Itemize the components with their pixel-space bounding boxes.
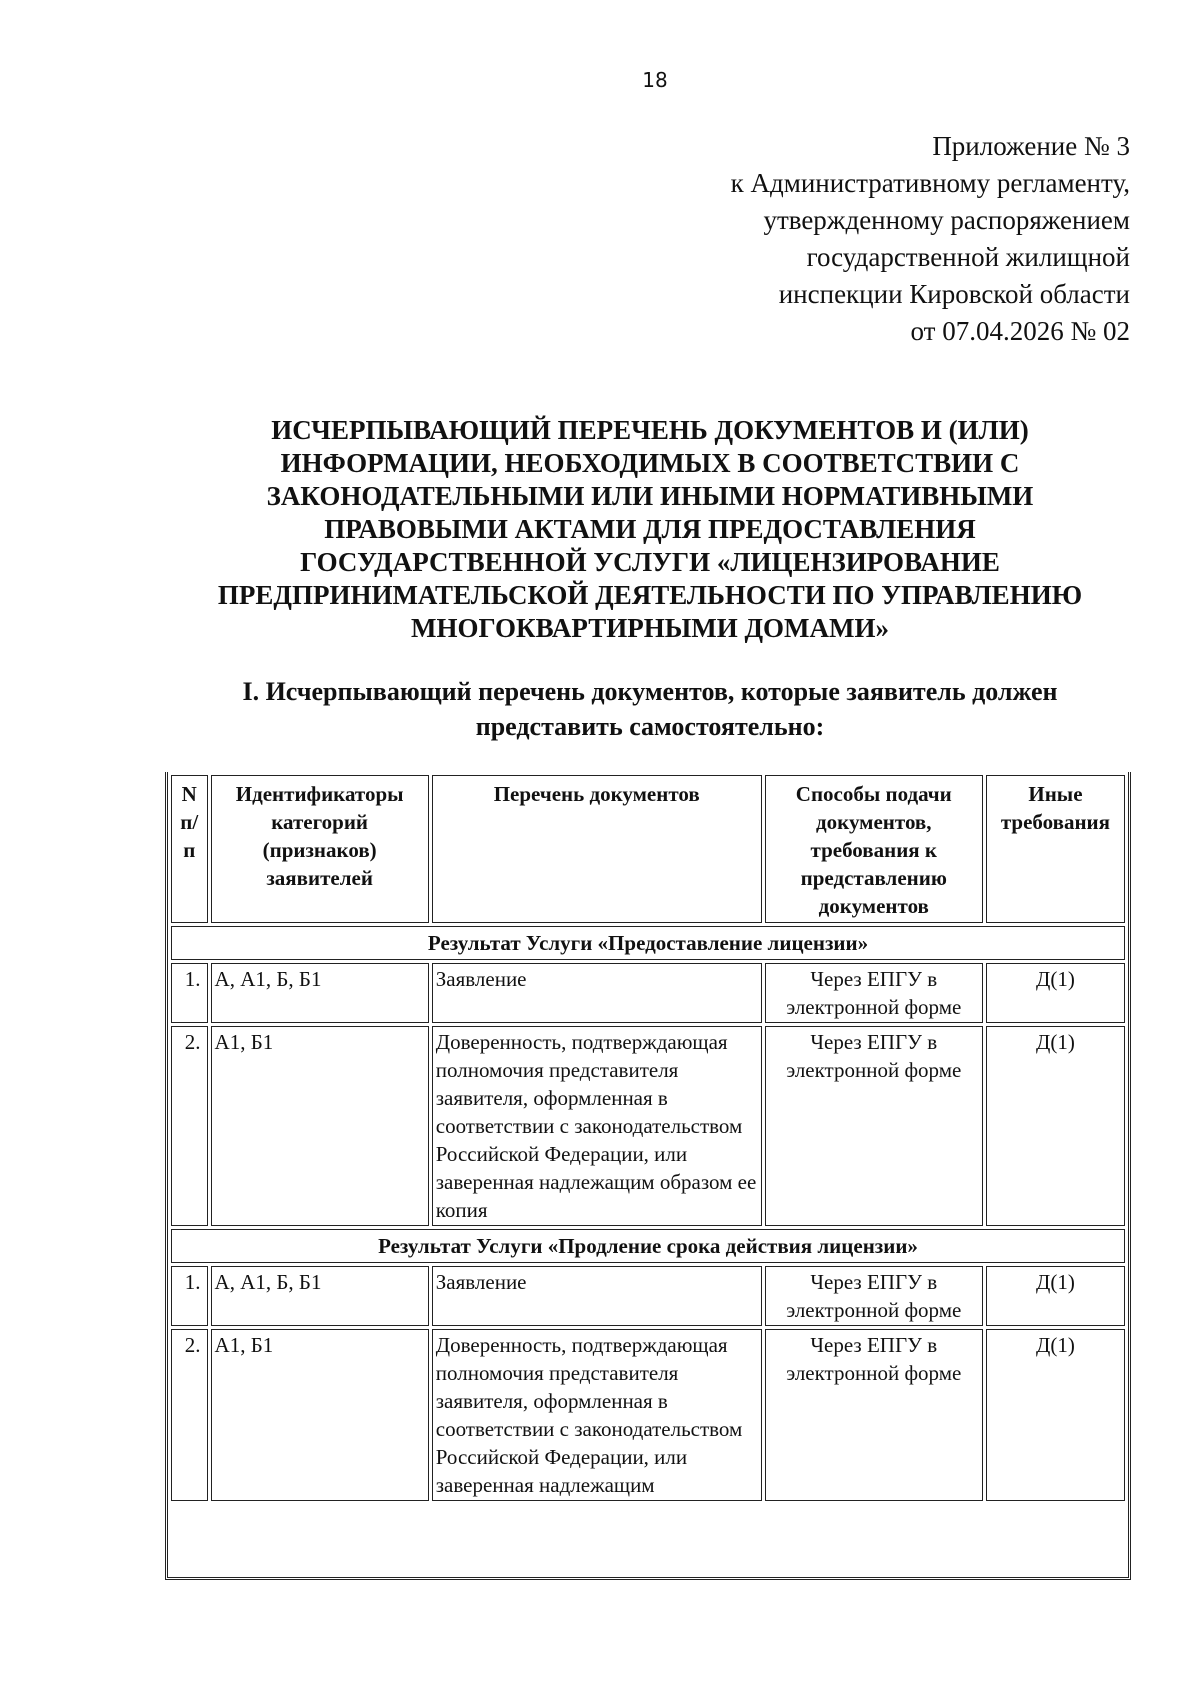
title-line: ПРЕДПРИНИМАТЕЛЬСКОЙ ДЕЯТЕЛЬНОСТИ ПО УПРАВЛЕНИЮ [217, 580, 1083, 610]
table-row [171, 1266, 1125, 1326]
row-document: Заявление [432, 1266, 762, 1326]
header-other-requirements: Иные требования [986, 775, 1125, 923]
table-row [171, 1026, 1125, 1226]
row-other-requirement: Д(1) [986, 1026, 1125, 1226]
section-title [150, 674, 1150, 744]
appendix-line: Приложение № 3 [932, 131, 1130, 161]
appendix-line: утвержденному распоряжением [763, 205, 1130, 235]
row-other-requirement: Д(1) [986, 963, 1125, 1023]
table-group-row [171, 926, 1125, 960]
title-line: ЗАКОНОДАТЕЛЬНЫМИ ИЛИ ИНЫМИ НОРМАТИВНЫМИ [266, 481, 1034, 511]
header-document-list: Перечень документов [432, 775, 762, 923]
appendix-line: государственной жилищной [806, 242, 1130, 272]
row-number: 2. [171, 1329, 208, 1501]
page-number: 18 [642, 68, 668, 92]
document-title [150, 414, 1150, 645]
documents-table [168, 772, 1128, 1504]
title-line: ПРАВОВЫМИ АКТАМИ ДЛЯ ПРЕДОСТАВЛЕНИЯ [324, 514, 976, 544]
appendix-line: инспекции Кировской области [778, 279, 1130, 309]
row-applicant-ids: А, А1, Б, Б1 [211, 963, 429, 1023]
section-line: представить самостоятельно: [475, 712, 825, 741]
section-line: I. Исчерпывающий перечень документов, которые заявитель должен [242, 677, 1058, 706]
row-document: Доверенность, подтверждающая полномочия представителя заявителя, оформленная в соответствии с законодательством Российской Федерации, или заверенная надлежащим образом ее копия [432, 1026, 762, 1226]
header-number: N п/п [171, 775, 208, 923]
table-row [171, 1329, 1125, 1501]
header-applicant-ids: Идентификаторы категорий (признаков) заявителей [211, 775, 429, 923]
appendix-line: к Административному регламенту, [730, 168, 1130, 198]
documents-table-frame [165, 772, 1131, 1580]
row-number: 1. [171, 963, 208, 1023]
row-submission-method: Через ЕПГУ в электронной форме [765, 1329, 983, 1501]
group-title: Результат Услуги «Продление срока действия лицензии» [171, 1229, 1125, 1263]
row-applicant-ids: А1, Б1 [211, 1329, 429, 1501]
title-line: ИНФОРМАЦИИ, НЕОБХОДИМЫХ В СООТВЕТСТВИИ С [280, 448, 1020, 478]
row-other-requirement: Д(1) [986, 1329, 1125, 1501]
table-header-row [171, 775, 1125, 923]
table-group-row [171, 1229, 1125, 1263]
row-submission-method: Через ЕПГУ в электронной форме [765, 963, 983, 1023]
row-other-requirement: Д(1) [986, 1266, 1125, 1326]
group-title: Результат Услуги «Предоставление лицензии» [171, 926, 1125, 960]
row-number: 2. [171, 1026, 208, 1226]
row-document: Заявление [432, 963, 762, 1023]
title-line: ГОСУДАРСТВЕННОЙ УСЛУГИ «ЛИЦЕНЗИРОВАНИЕ [300, 547, 1000, 577]
appendix-line: от 07.04.2026 № 02 [910, 316, 1130, 346]
row-number: 1. [171, 1266, 208, 1326]
row-submission-method: Через ЕПГУ в электронной форме [765, 1266, 983, 1326]
header-submission-methods: Способы подачи документов, требования к представлению документов [765, 775, 983, 923]
table-row [171, 963, 1125, 1023]
row-applicant-ids: А, А1, Б, Б1 [211, 1266, 429, 1326]
title-line: МНОГОКВАРТИРНЫМИ ДОМАМИ» [411, 613, 889, 643]
title-line: ИСЧЕРПЫВАЮЩИЙ ПЕРЕЧЕНЬ ДОКУМЕНТОВ И (ИЛИ) [271, 415, 1029, 445]
row-submission-method: Через ЕПГУ в электронной форме [765, 1026, 983, 1226]
row-applicant-ids: А1, Б1 [211, 1026, 429, 1226]
appendix-header [731, 128, 1130, 350]
row-document: Доверенность, подтверждающая полномочия представителя заявителя, оформленная в соответствии с законодательством Российской Федерации, или заверенная надлежащим [432, 1329, 762, 1501]
